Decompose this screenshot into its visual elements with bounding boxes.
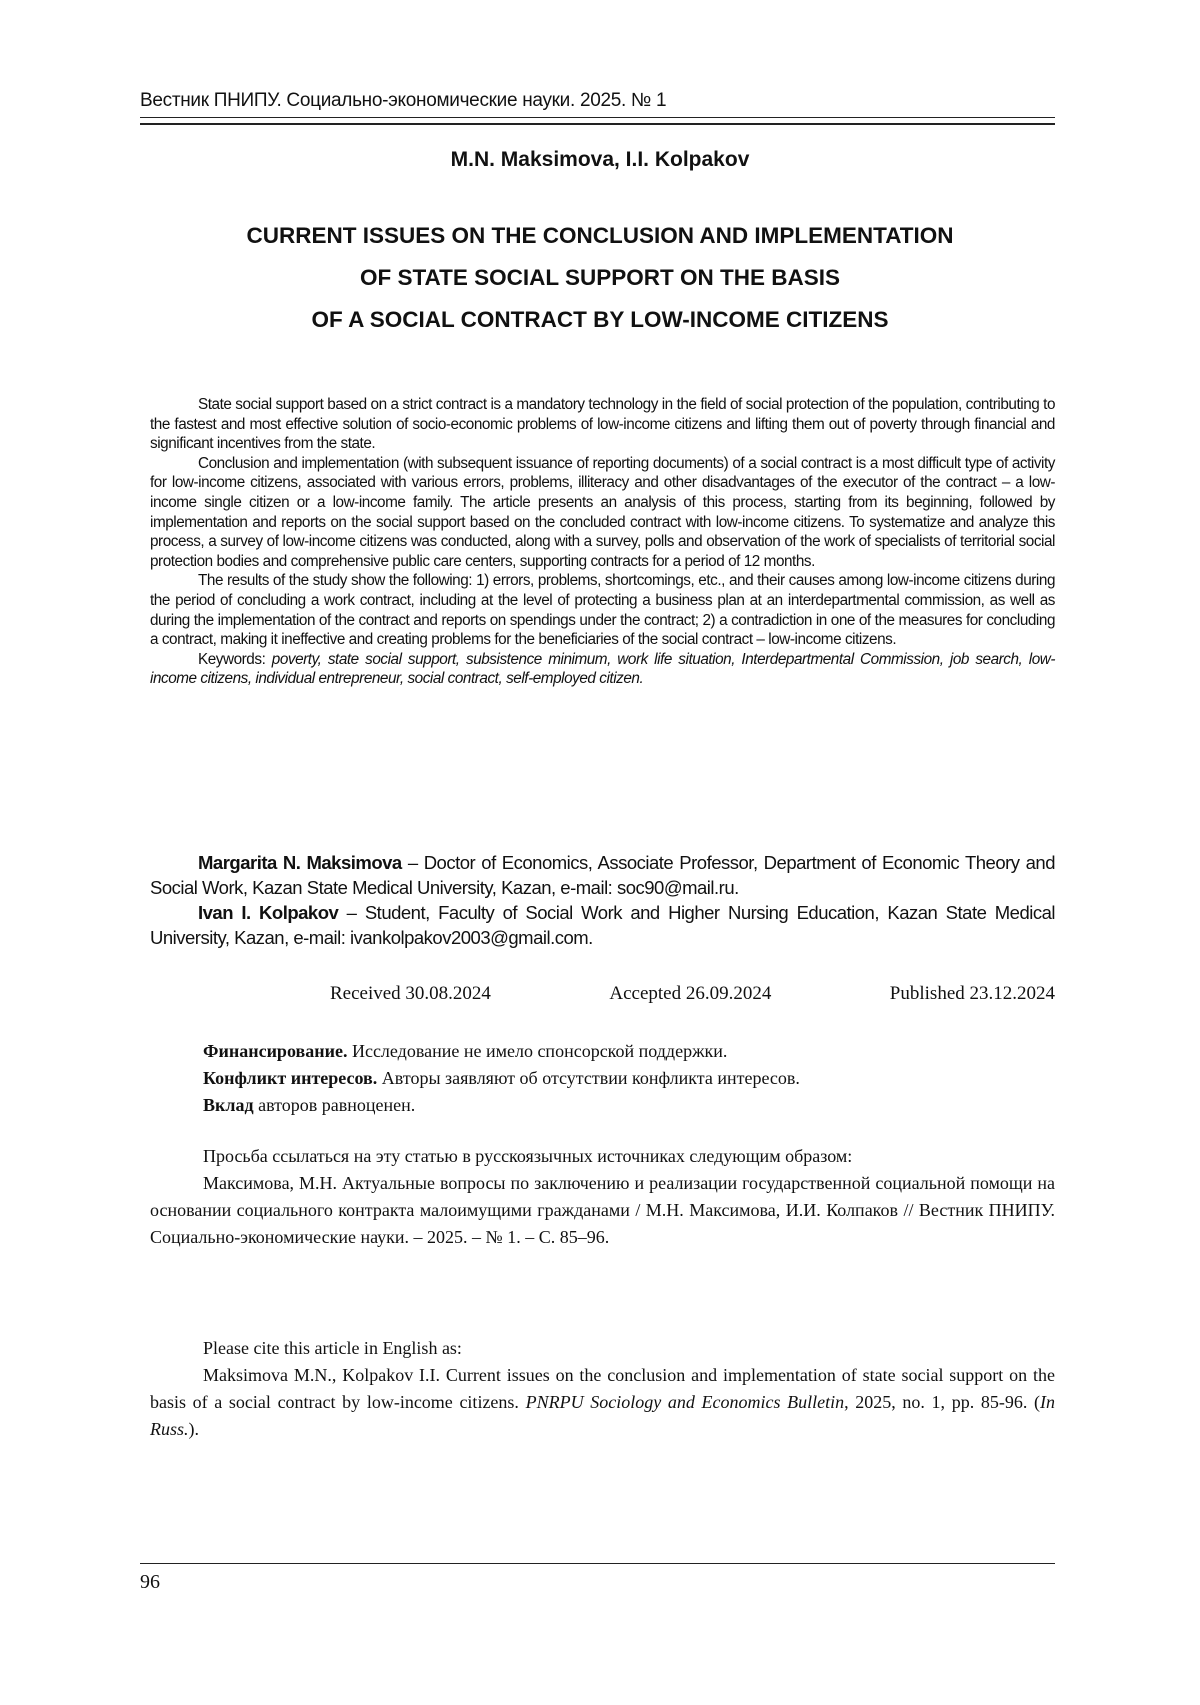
author-info — [150, 850, 1055, 950]
citation-journal: PNRPU Sociology and Economics Bulletin — [526, 1392, 845, 1412]
funding-label: Финансирование. — [203, 1041, 347, 1061]
keywords — [150, 650, 1055, 689]
conflict-line — [150, 1065, 1055, 1092]
received-date: Received 30.08.2024 — [330, 983, 491, 1005]
citation-part: Maksimova M.N., Kolpakov I.I. Current issues on the conclusion and implementation of state social support on the basis of a social contract by low-income citizens. — [150, 1365, 1055, 1412]
citation-text — [150, 1362, 1055, 1443]
header-divider — [140, 117, 1055, 125]
article-dates — [330, 983, 1055, 1005]
contribution-label: Вклад — [203, 1095, 254, 1115]
abstract — [150, 395, 1055, 689]
keywords-list: poverty, state social support, subsistence minimum, work life situation, Interdepartmental Commission, job search, low-income citizens, individual entrepreneur, social contract, self-employed citizen. — [150, 651, 1055, 688]
citation-text: Максимова, М.Н. Актуальные вопросы по заключению и реализации государственной социальной помощи на основании социального контракта малоимущими гражданами / М.Н. Максимова, И.И. Колпаков // Вестник ПНИПУ. Социально-экономические науки. – 2025. – № 1. – С. 85–96. — [150, 1170, 1055, 1251]
contribution-line — [150, 1092, 1055, 1119]
author-bio — [150, 850, 1055, 900]
abstract-paragraph: Conclusion and implementation (with subsequent issuance of reporting documents) of a social contract is a most difficult type of activity for low-income citizens, associated with various errors, problems, illiteracy and other disadvantages of the executor of the contract – a low-income single citizen or a low-income family. The article presents an analysis of this process, starting from its beginning, followed by implementation and reports on the social support based on the concluded contract with low-income citizens. To systematize and analyze this process, a survey of low-income citizens was conducted, along with a survey, polls and observation of the work of specialists of territorial social protection bodies and comprehensive public care centers, supporting contracts for a period of 12 months. — [150, 454, 1055, 572]
article-authors: M.N. Maksimova, I.I. Kolpakov — [0, 148, 1200, 172]
contribution-text: авторов равноценен. — [254, 1095, 416, 1115]
author-name: Ivan I. Kolpakov — [198, 902, 338, 923]
title-line: OF STATE SOCIAL SUPPORT ON THE BASIS — [100, 257, 1100, 299]
title-line: OF A SOCIAL CONTRACT BY LOW-INCOME CITIZENS — [100, 299, 1100, 341]
footer-divider — [140, 1563, 1055, 1564]
citation-language: In Russ. — [150, 1392, 1055, 1439]
abstract-paragraph: The results of the study show the following: 1) errors, problems, shortcomings, etc., and their causes among low-income citizens during the period of concluding a work contract, including at the level of protecting a business plan at an interdepartmental commission, as well as during the implementation of the contract and reports on spendings under the contract; 2) a contradiction in one of the measures for concluding a contract, making it ineffective and creating problems for the beneficiaries of the social contract – low-income citizens. — [150, 571, 1055, 649]
funding-info — [150, 1038, 1055, 1119]
citation-part: , 2025, no. 1, pp. 85-96. ( — [844, 1392, 1040, 1412]
author-name: Margarita N. Maksimova — [198, 852, 402, 873]
author-bio — [150, 900, 1055, 950]
citation-english — [150, 1335, 1055, 1443]
citation-intro: Please cite this article in English as: — [150, 1335, 1055, 1362]
abstract-paragraph: State social support based on a strict contract is a mandatory technology in the field of social protection of the population, contributing to the fastest and most effective solution of socio-economic problems of low-income citizens and lifting them out of poverty through financial and significant incentives from the state. — [150, 395, 1055, 454]
author-details: – Student, Faculty of Social Work and Higher Nursing Education, Kazan State Medical University, Kazan, e-mail: ivankolpakov2003@gmail.com. — [150, 902, 1055, 948]
article-title — [100, 215, 1100, 341]
conflict-label: Конфликт интересов. — [203, 1068, 377, 1088]
page-number: 96 — [140, 1571, 160, 1594]
author-details: – Doctor of Economics, Associate Professor, Department of Economic Theory and Social Work, Kazan State Medical University, Kazan, e-mail: soc90@mail.ru. — [150, 852, 1055, 898]
title-line: CURRENT ISSUES ON THE CONCLUSION AND IMPLEMENTATION — [100, 215, 1100, 257]
published-date: Published 23.12.2024 — [890, 983, 1055, 1005]
running-header: Вестник ПНИПУ. Социально-экономические науки. 2025. № 1 — [140, 90, 666, 112]
funding-line — [150, 1038, 1055, 1065]
citation-part: ). — [189, 1419, 200, 1439]
funding-text: Исследование не имело спонсорской поддержки. — [347, 1041, 727, 1061]
citation-russian — [150, 1143, 1055, 1251]
citation-intro: Просьба ссылаться на эту статью в русскоязычных источниках следующим образом: — [150, 1143, 1055, 1170]
keywords-label: Keywords: — [198, 651, 272, 668]
accepted-date: Accepted 26.09.2024 — [609, 983, 771, 1005]
conflict-text: Авторы заявляют об отсутствии конфликта интересов. — [377, 1068, 800, 1088]
